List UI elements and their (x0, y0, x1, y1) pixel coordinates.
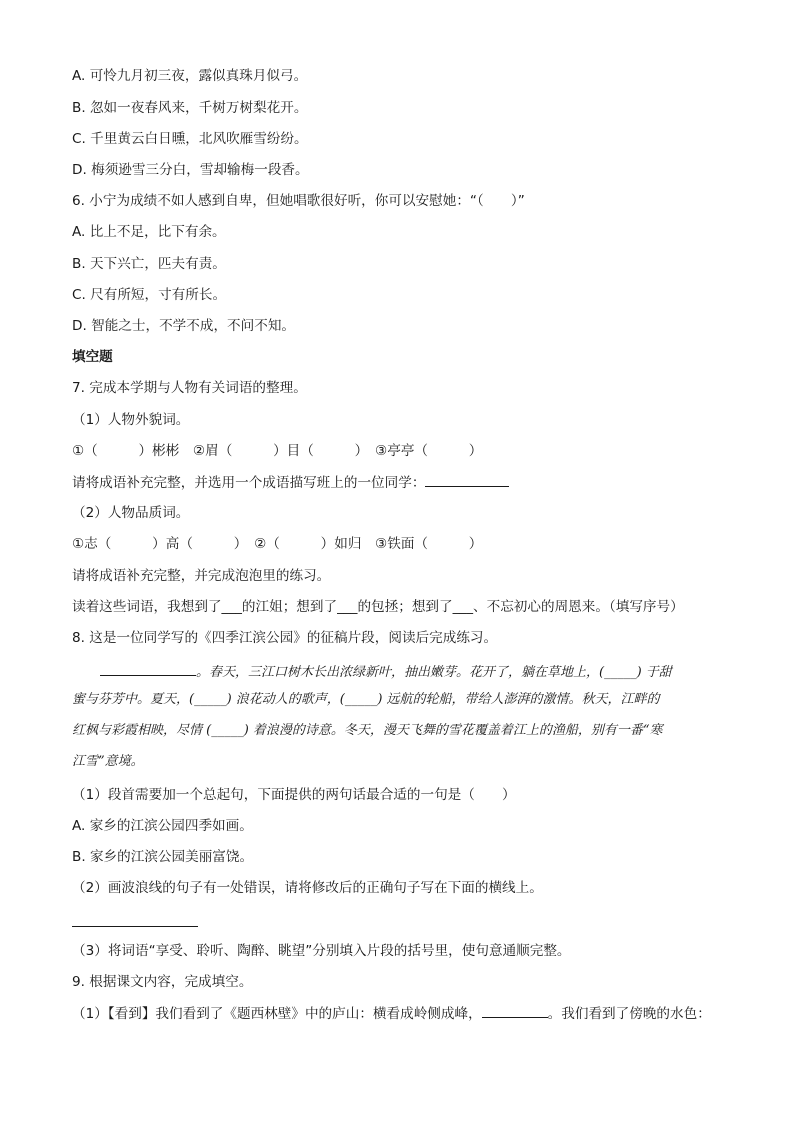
q7-part1-task: 请将成语补充完整，并选用一个成语描写班上的一位同学： (72, 475, 426, 491)
q7-part2-title: （2）人物品质词。 (72, 505, 190, 521)
q8-passage-line-2: 蜜与芬芳中。夏天，(_____) 浪花动人的歌声，(_____) 远航的轮船，带给人澎湃的激情。秋天，江畔的 (72, 692, 660, 707)
q6-option-a: A. 比上不足，比下有余。 (72, 224, 226, 240)
q7-part1-task-line (72, 472, 509, 493)
q8-sub1-option-a: A. 家乡的江滨公园四季如画。 (72, 818, 253, 834)
q5-option-c: C. 千里黄云白日曛，北风吹雁雪纷纷。 (72, 131, 308, 147)
q6-option-b: B. 天下兴亡，匹夫有责。 (72, 256, 226, 272)
q5-option-b: B. 忽如一夜春风来，千树万树梨花开。 (72, 100, 308, 116)
q6-option-c: C. 尺有所短，寸有所长。 (72, 287, 227, 303)
q8-sub1: （1）段首需要加一个总起句，下面提供的两句话最合适的一句是（ ） (72, 787, 516, 803)
answer-blank[interactable] (425, 472, 509, 487)
q7-part2-read: 读着这些词语，我想到了___的江姐；想到了___的包拯；想到了___、不忘初心的周恩来。（填写序号） (72, 599, 684, 615)
q8-sub3: （3）将词语“享受、聆听、陶醉、眺望”分别填入片段的括号里，使句意通顺完整。 (72, 943, 571, 959)
q7-stem: 7. 完成本学期与人物有关词语的整理。 (72, 380, 307, 396)
q6-stem: 6. 小宁为成绩不如人感到自卑，但她唱歌很好听，你可以安慰她：“（ ）” (72, 193, 525, 209)
q9-stem: 9. 根据课文内容，完成填空。 (72, 974, 253, 990)
q7-part1-title: （1）人物外貌词。 (72, 412, 190, 428)
q8-sub1-option-b: B. 家乡的江滨公园美丽富饶。 (72, 849, 254, 865)
q5-option-d: D. 梅须逊雪三分白，雪却输梅一段香。 (72, 162, 309, 178)
q8-passage-text-1: 。春天，三江口树木长出浓绿新叶，抽出嫩芽。花开了，躺在草地上，(_____) 于甜 (196, 665, 672, 680)
q7-part2-items: ①志（ ）高（ ） ②（ ）如归 ③铁面（ ） (72, 536, 483, 552)
q8-passage-line-1 (72, 661, 722, 683)
q9-sub1-text-b: 。我们看到了傍晚的水色： (547, 1006, 711, 1022)
topic-sentence-blank[interactable] (100, 661, 196, 676)
answer-line[interactable] (72, 926, 198, 927)
q8-passage-line-4: 江雪”意境。 (72, 754, 144, 769)
q8-sub2: （2）画波浪线的句子有一处错误，请将修改后的正确句子写在下面的横线上。 (72, 880, 543, 896)
q7-part1-items: ①（ ）彬彬 ②眉（ ）目（ ） ③亭亭（ ） (72, 443, 483, 459)
q6-option-d: D. 智能之士，不学不成，不问不知。 (72, 318, 296, 334)
q9-sub1-text-a: （1）【看到】我们看到了《题西林壁》中的庐山：横看成岭侧成峰， (72, 1006, 482, 1022)
section-title: 填空题 (72, 349, 113, 365)
poem-blank[interactable] (482, 1003, 548, 1018)
q5-option-a: A. 可怜九月初三夜，露似真珠月似弓。 (72, 68, 308, 84)
q7-part2-task: 请将成语补充完整，并完成泡泡里的练习。 (72, 568, 331, 584)
q8-stem: 8. 这是一位同学写的《四季江滨公园》的征稿片段，阅读后完成练习。 (72, 630, 498, 646)
q9-sub1-line (72, 1003, 711, 1024)
q8-passage-line-3: 红枫与彩霞相映，尽情 (_____) 着浪漫的诗意。冬天，漫天飞舞的雪花覆盖着江上的渔船，别有一番“寒 (72, 723, 663, 738)
